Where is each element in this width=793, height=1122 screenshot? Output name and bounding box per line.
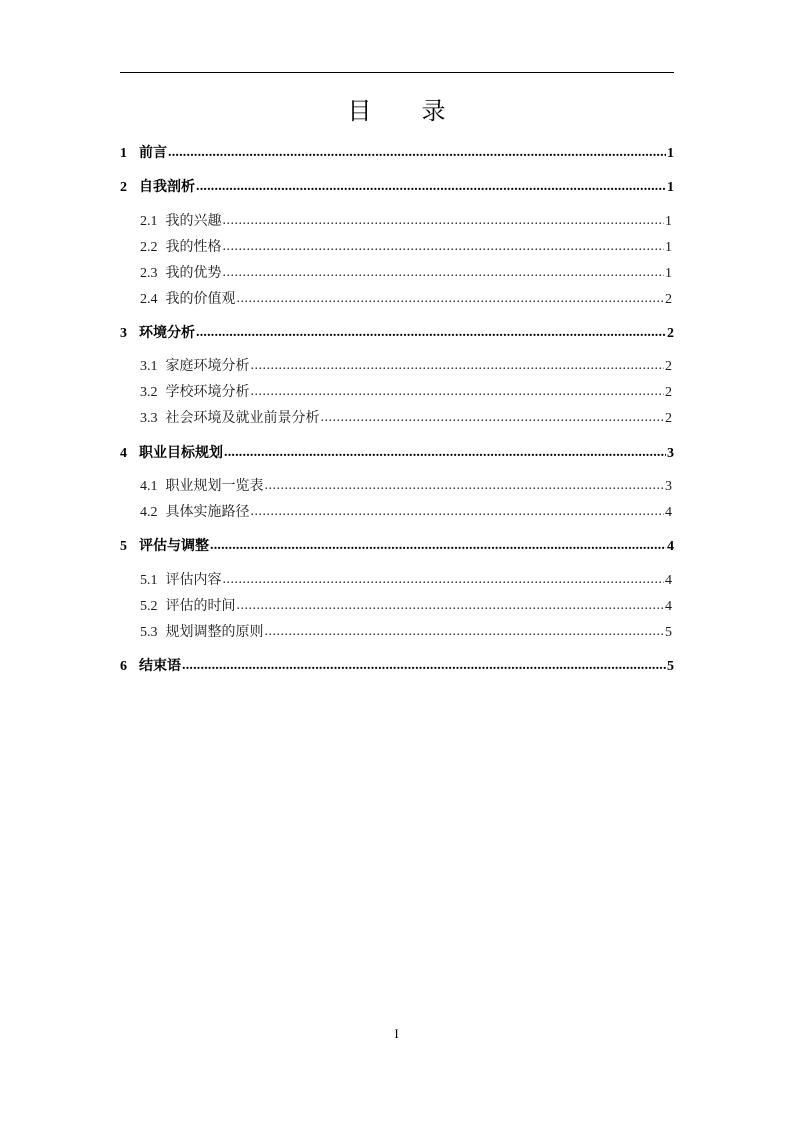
toc-entry[interactable] (120, 325, 674, 343)
toc-entry-number: 2.1 (140, 214, 158, 229)
toc-entry-title: 学校环境分析 (165, 385, 250, 400)
toc-entry[interactable] (120, 179, 674, 197)
toc-entry-number: 3.3 (140, 411, 158, 426)
toc-dot-leader (223, 212, 665, 230)
toc-entry-title: 职业规划一览表 (165, 479, 264, 494)
toc-entry-title: 自我剖析 (139, 180, 195, 195)
toc-entry[interactable] (140, 358, 672, 376)
toc-entry-page: 1 (667, 146, 674, 161)
toc-entry-page: 2 (665, 411, 672, 426)
toc-entry-page: 2 (665, 385, 672, 400)
toc-entry[interactable] (140, 213, 672, 231)
toc-entry[interactable] (140, 384, 672, 402)
toc-dot-leader (168, 144, 666, 162)
toc-entry-number: 3 (120, 326, 127, 341)
toc-entry[interactable] (140, 504, 672, 522)
toc-dot-leader (251, 383, 665, 401)
toc-entry[interactable] (120, 538, 674, 556)
toc-entry-page: 1 (665, 214, 672, 229)
toc-entry-title: 家庭环境分析 (165, 359, 250, 374)
toc-dot-leader (251, 503, 665, 521)
toc-entry[interactable] (140, 239, 672, 257)
toc-entry-number: 5 (120, 539, 127, 554)
toc-entry-page: 4 (665, 599, 672, 614)
toc-entry-title: 社会环境及就业前景分析 (165, 411, 320, 426)
toc-entry-page: 4 (665, 573, 672, 588)
toc-entry-number: 5.1 (140, 573, 158, 588)
toc-entry[interactable] (140, 572, 672, 590)
toc-entry-number: 2.4 (140, 292, 158, 307)
page-number: I (394, 1026, 399, 1041)
toc-dot-leader (265, 623, 665, 641)
toc-dot-leader (265, 477, 665, 495)
toc-entry-number: 6 (120, 659, 127, 674)
toc-entry-title: 我的性格 (165, 240, 222, 255)
toc-entry-page: 2 (667, 326, 674, 341)
toc-entry-page: 4 (667, 539, 674, 554)
toc-entry-title: 结束语 (139, 659, 181, 674)
toc-entry-page: 1 (665, 240, 672, 255)
toc-dot-leader (224, 444, 666, 462)
toc-entry-number: 5.3 (140, 625, 158, 640)
toc-dot-leader (196, 324, 666, 342)
toc-entry[interactable] (140, 291, 672, 309)
toc-dot-leader (251, 357, 665, 375)
toc-entry-number: 3.2 (140, 385, 158, 400)
toc-entry-page: 2 (665, 292, 672, 307)
toc-entry-number: 4 (120, 446, 127, 461)
toc-entry-page: 2 (665, 359, 672, 374)
toc-entry-title: 职业目标规划 (139, 446, 223, 461)
toc-dot-leader (196, 178, 666, 196)
toc-dot-leader (237, 290, 665, 308)
toc-dot-leader (223, 264, 665, 282)
toc-entry-number: 4.2 (140, 505, 158, 520)
toc-entry-number: 4.1 (140, 479, 158, 494)
toc-entry-title: 环境分析 (139, 326, 195, 341)
toc-dot-leader (182, 657, 666, 675)
toc-entry-page: 1 (665, 266, 672, 281)
toc-entry-page: 3 (665, 479, 672, 494)
toc-entry[interactable] (140, 598, 672, 616)
toc-entry-title: 具体实施路径 (165, 505, 250, 520)
toc-entry[interactable] (140, 624, 672, 642)
toc-dot-leader (223, 238, 665, 256)
toc-dot-leader (321, 409, 665, 427)
toc-entry-title: 评估与调整 (139, 539, 209, 554)
page-title: 目 录 (347, 99, 468, 125)
toc-entry-number: 3.1 (140, 359, 158, 374)
toc-dot-leader (223, 571, 665, 589)
toc-entry-title: 评估的时间 (165, 599, 236, 614)
toc-entry-number: 2.2 (140, 240, 158, 255)
header-rule (120, 72, 674, 73)
toc-entry-page: 5 (667, 659, 674, 674)
toc-entry-page: 1 (667, 180, 674, 195)
toc-entry-number: 2.3 (140, 266, 158, 281)
toc-entry[interactable] (140, 478, 672, 496)
toc-entry-page: 5 (665, 625, 672, 640)
toc-entry-number: 1 (120, 146, 127, 161)
toc-entry-page: 4 (665, 505, 672, 520)
toc-entry[interactable] (120, 145, 674, 163)
toc-dot-leader (210, 537, 666, 555)
toc-entry-title: 我的价值观 (165, 292, 236, 307)
toc-entry[interactable] (140, 265, 672, 283)
toc-entry-page: 3 (667, 446, 674, 461)
toc-entry[interactable] (120, 658, 674, 676)
toc-entry-title: 前言 (139, 146, 167, 161)
toc-entry-title: 我的兴趣 (165, 214, 222, 229)
toc-entry-title: 我的优势 (165, 266, 222, 281)
toc-entry[interactable] (120, 445, 674, 463)
toc-entry[interactable] (140, 410, 672, 428)
toc-entry-number: 2 (120, 180, 127, 195)
toc-entry-title: 评估内容 (165, 573, 222, 588)
toc-dot-leader (237, 597, 665, 615)
toc-entry-title: 规划调整的原则 (165, 625, 264, 640)
toc-entry-number: 5.2 (140, 599, 158, 614)
